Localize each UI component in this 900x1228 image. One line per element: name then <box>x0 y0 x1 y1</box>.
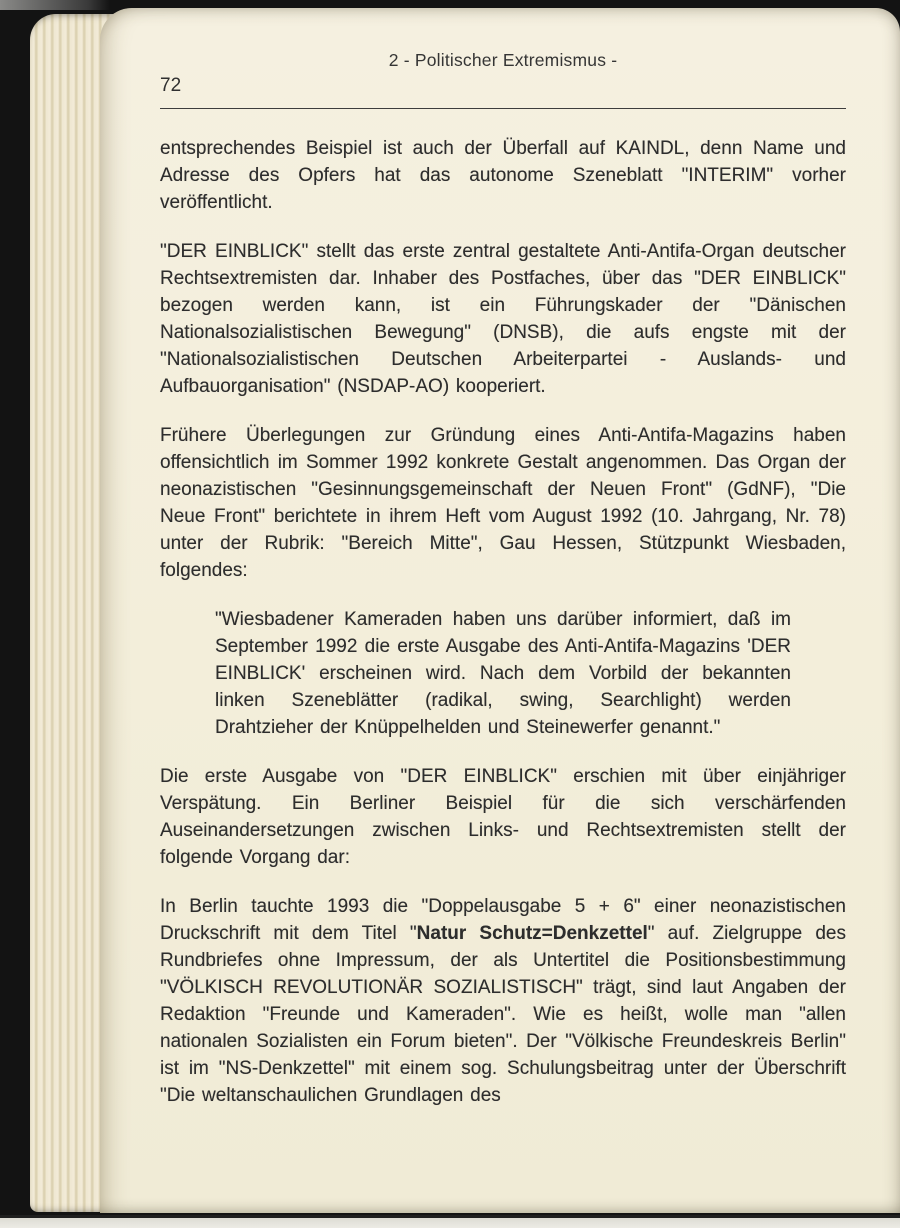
page-number: 72 <box>160 75 182 96</box>
quotation-block: "Wiesbadener Kameraden haben uns darüber informiert, daß im September 1992 die erste Ausgabe des Anti-Antifa-Magazins 'DER EINBLICK' erscheinen wird. Nach dem Vorbild der bekannten linken Szeneblätter (radikal, swing, Searchlight) werden Drahtzieher der Knüppelhelden und Steinewerfer genannt." <box>215 609 791 738</box>
paragraph-der-einblick: "DER EINBLICK" stellt das erste zentral gestaltete Anti-Antifa-Organ deutscher Rechtsextremisten dar. Inhaber des Postfaches, über das "DER EINBLICK" bezogen werden kann, ist ein Führungskader der "Dänischen Nationalsozialistischen Bewegung" (DNSB), die aufs engste mit der "Nationalsozialistischen Deutschen Arbeiterpartei - Auslands- und Aufbauorganisation" (NSDAP-AO) kooperiert. <box>160 241 846 397</box>
paragraph-berlin-text-before: In Berlin tauchte 1993 die "Doppelausgabe 5 + 6" einer neonazistischen Druckschrift mit dem Titel " <box>160 896 846 944</box>
page-bottom-edge <box>0 1215 900 1228</box>
paragraph-kaindl: entsprechendes Beispiel ist auch der Überfall auf KAINDL, denn Name und Adresse des Opfers hat das autonome Szeneblatt "INTERIM" vorher veröffentlicht. <box>160 138 846 213</box>
running-header-title: 2 - Politischer Extremismus - <box>388 50 618 70</box>
page-content <box>160 50 846 1131</box>
paragraph-fruehere-ueberlegungen: Frühere Überlegungen zur Gründung eines Anti-Antifa-Magazins haben offensichtlich im Sommer 1992 konkrete Gestalt angenommen. Das Organ der neonazistischen "Gesinnungsgemeinschaft der Neuen Front" (GdNF), "Die Neue Front" berichtete in ihrem Heft vom August 1992 (10. Jahrgang, Nr. 78) unter der Rubrik: "Bereich Mitte", Gau Hessen, Stützpunkt Wiesbaden, folgendes: <box>160 425 846 581</box>
header-rule <box>160 108 846 109</box>
paragraph-berlin-text-after: " auf. Zielgruppe des Rundbriefes ohne Impressum, der als Untertitel die Positionsbestimmung "VÖLKISCH REVOLUTIONÄR SOZIALISTISCH" trägt, sind laut Angaben der Redaktion "Freunde und Kameraden". Wie es heißt, wolle man "allen nationalen Sozialisten ein Forum bieten". Der "Völkische Freundeskreis Berlin" ist im "NS-Denkzettel" mit einem sog. Schulungsbeitrag unter der Überschrift "Die weltanschaulichen Grundlagen des <box>160 923 846 1106</box>
paragraph-berlin-denkzettel <box>160 893 846 1109</box>
paragraph-erste-ausgabe: Die erste Ausgabe von "DER EINBLICK" erschien mit über einjähriger Verspätung. Ein Berliner Beispiel für die sich verschärfenden Auseinandersetzungen zwischen Links- und Rechtsextremisten stellt der folgende Vorgang dar: <box>160 766 846 868</box>
paragraph-berlin-bold-title: Natur Schutz=Denkzettel <box>416 923 648 944</box>
